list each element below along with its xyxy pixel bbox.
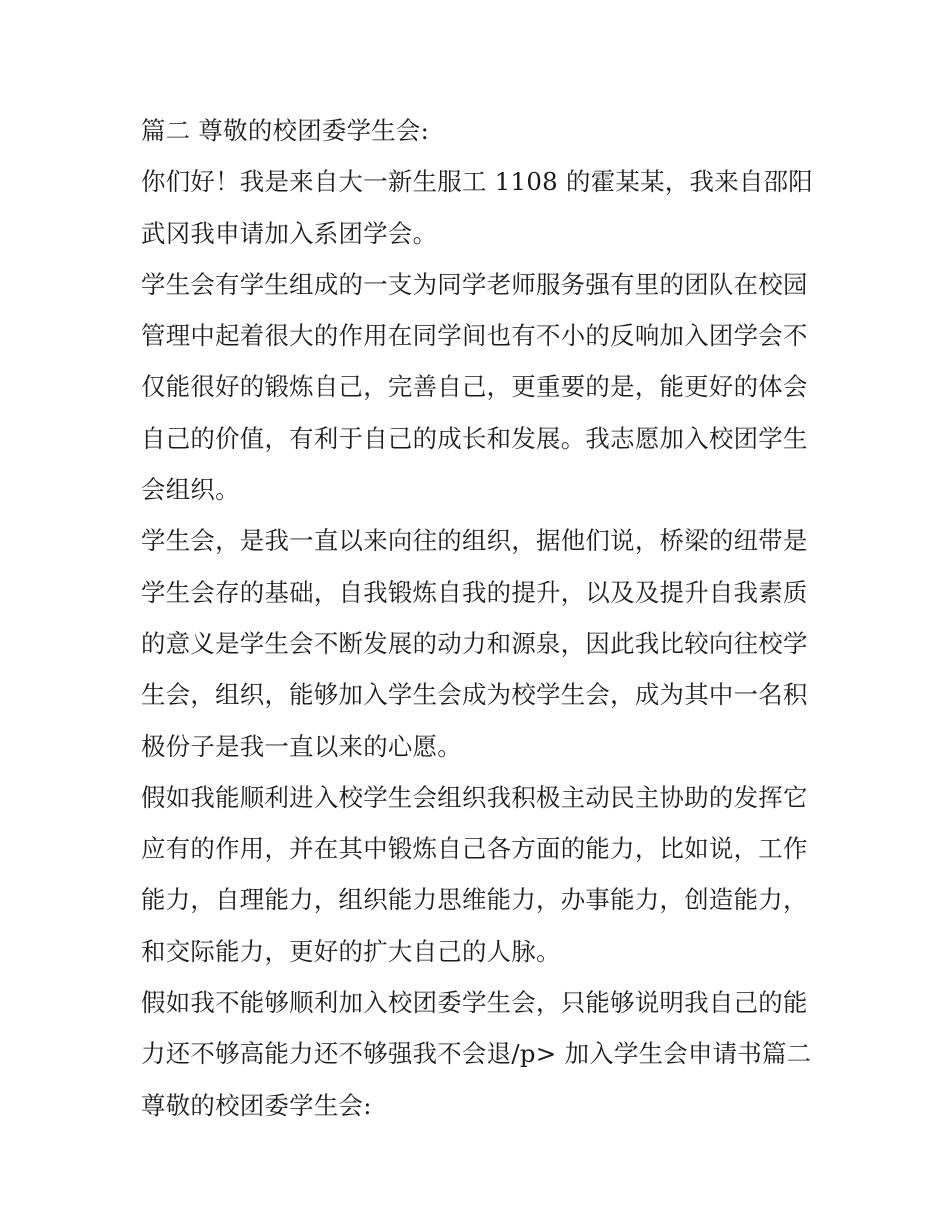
text-line: 力还不够高能力还不够强我不会退/p> 加入学生会申请书篇二	[141, 1039, 812, 1069]
heading-line: 篇二 尊敬的校团委学生会:	[141, 116, 430, 145]
text-line: 能力，自理能力，组织能力思维能力，办事能力，创造能力，	[141, 885, 808, 915]
text-line: 极份子是我一直以来的心愿。	[141, 731, 462, 761]
text-line: 假如我不能够顺利加入校团委学生会，只能够说明我自己的能	[141, 988, 808, 1018]
text-line: 仅能很好的锻炼自己，完善自己，更重要的是，能更好的体会	[141, 372, 808, 402]
text-line: 学生会存的基础，自我锻炼自我的提升，以及及提升自我素质	[141, 577, 808, 607]
text-line: 生会，组织，能够加入学生会成为校学生会，成为其中一名积	[141, 680, 808, 710]
text-line: 学生会有学生组成的一支为同学老师服务强有里的团队在校园	[141, 269, 808, 299]
text-line: 武冈我申请加入系团学会。	[141, 218, 438, 248]
text-line: 应有的作用，并在其中锻炼自己各方面的能力，比如说，工作	[141, 834, 808, 864]
text-line: 管理中起着很大的作用在同学间也有不小的反响加入团学会不	[141, 321, 808, 351]
text-line: 假如我能顺利进入校学生会组织我积极主动民主协助的发挥它	[141, 782, 808, 812]
text-line: 学生会，是我一直以来向往的组织，据他们说，桥梁的纽带是	[141, 526, 808, 556]
text-line: 和交际能力，更好的扩大自己的人脉。	[141, 936, 561, 966]
text-line: 尊敬的校团委学生会:	[141, 1090, 372, 1120]
document-body	[141, 105, 813, 1131]
text-line: 的意义是学生会不断发展的动力和源泉，因此我比较向往校学	[141, 628, 808, 658]
text-line: 自己的价值，有利于自己的成长和发展。我志愿加入校团学生	[141, 423, 808, 453]
text-line: 会组织。	[141, 475, 240, 505]
text-line: 你们好！我是来自大一新生服工 1108 的霍某某，我来自邵阳	[141, 167, 813, 197]
